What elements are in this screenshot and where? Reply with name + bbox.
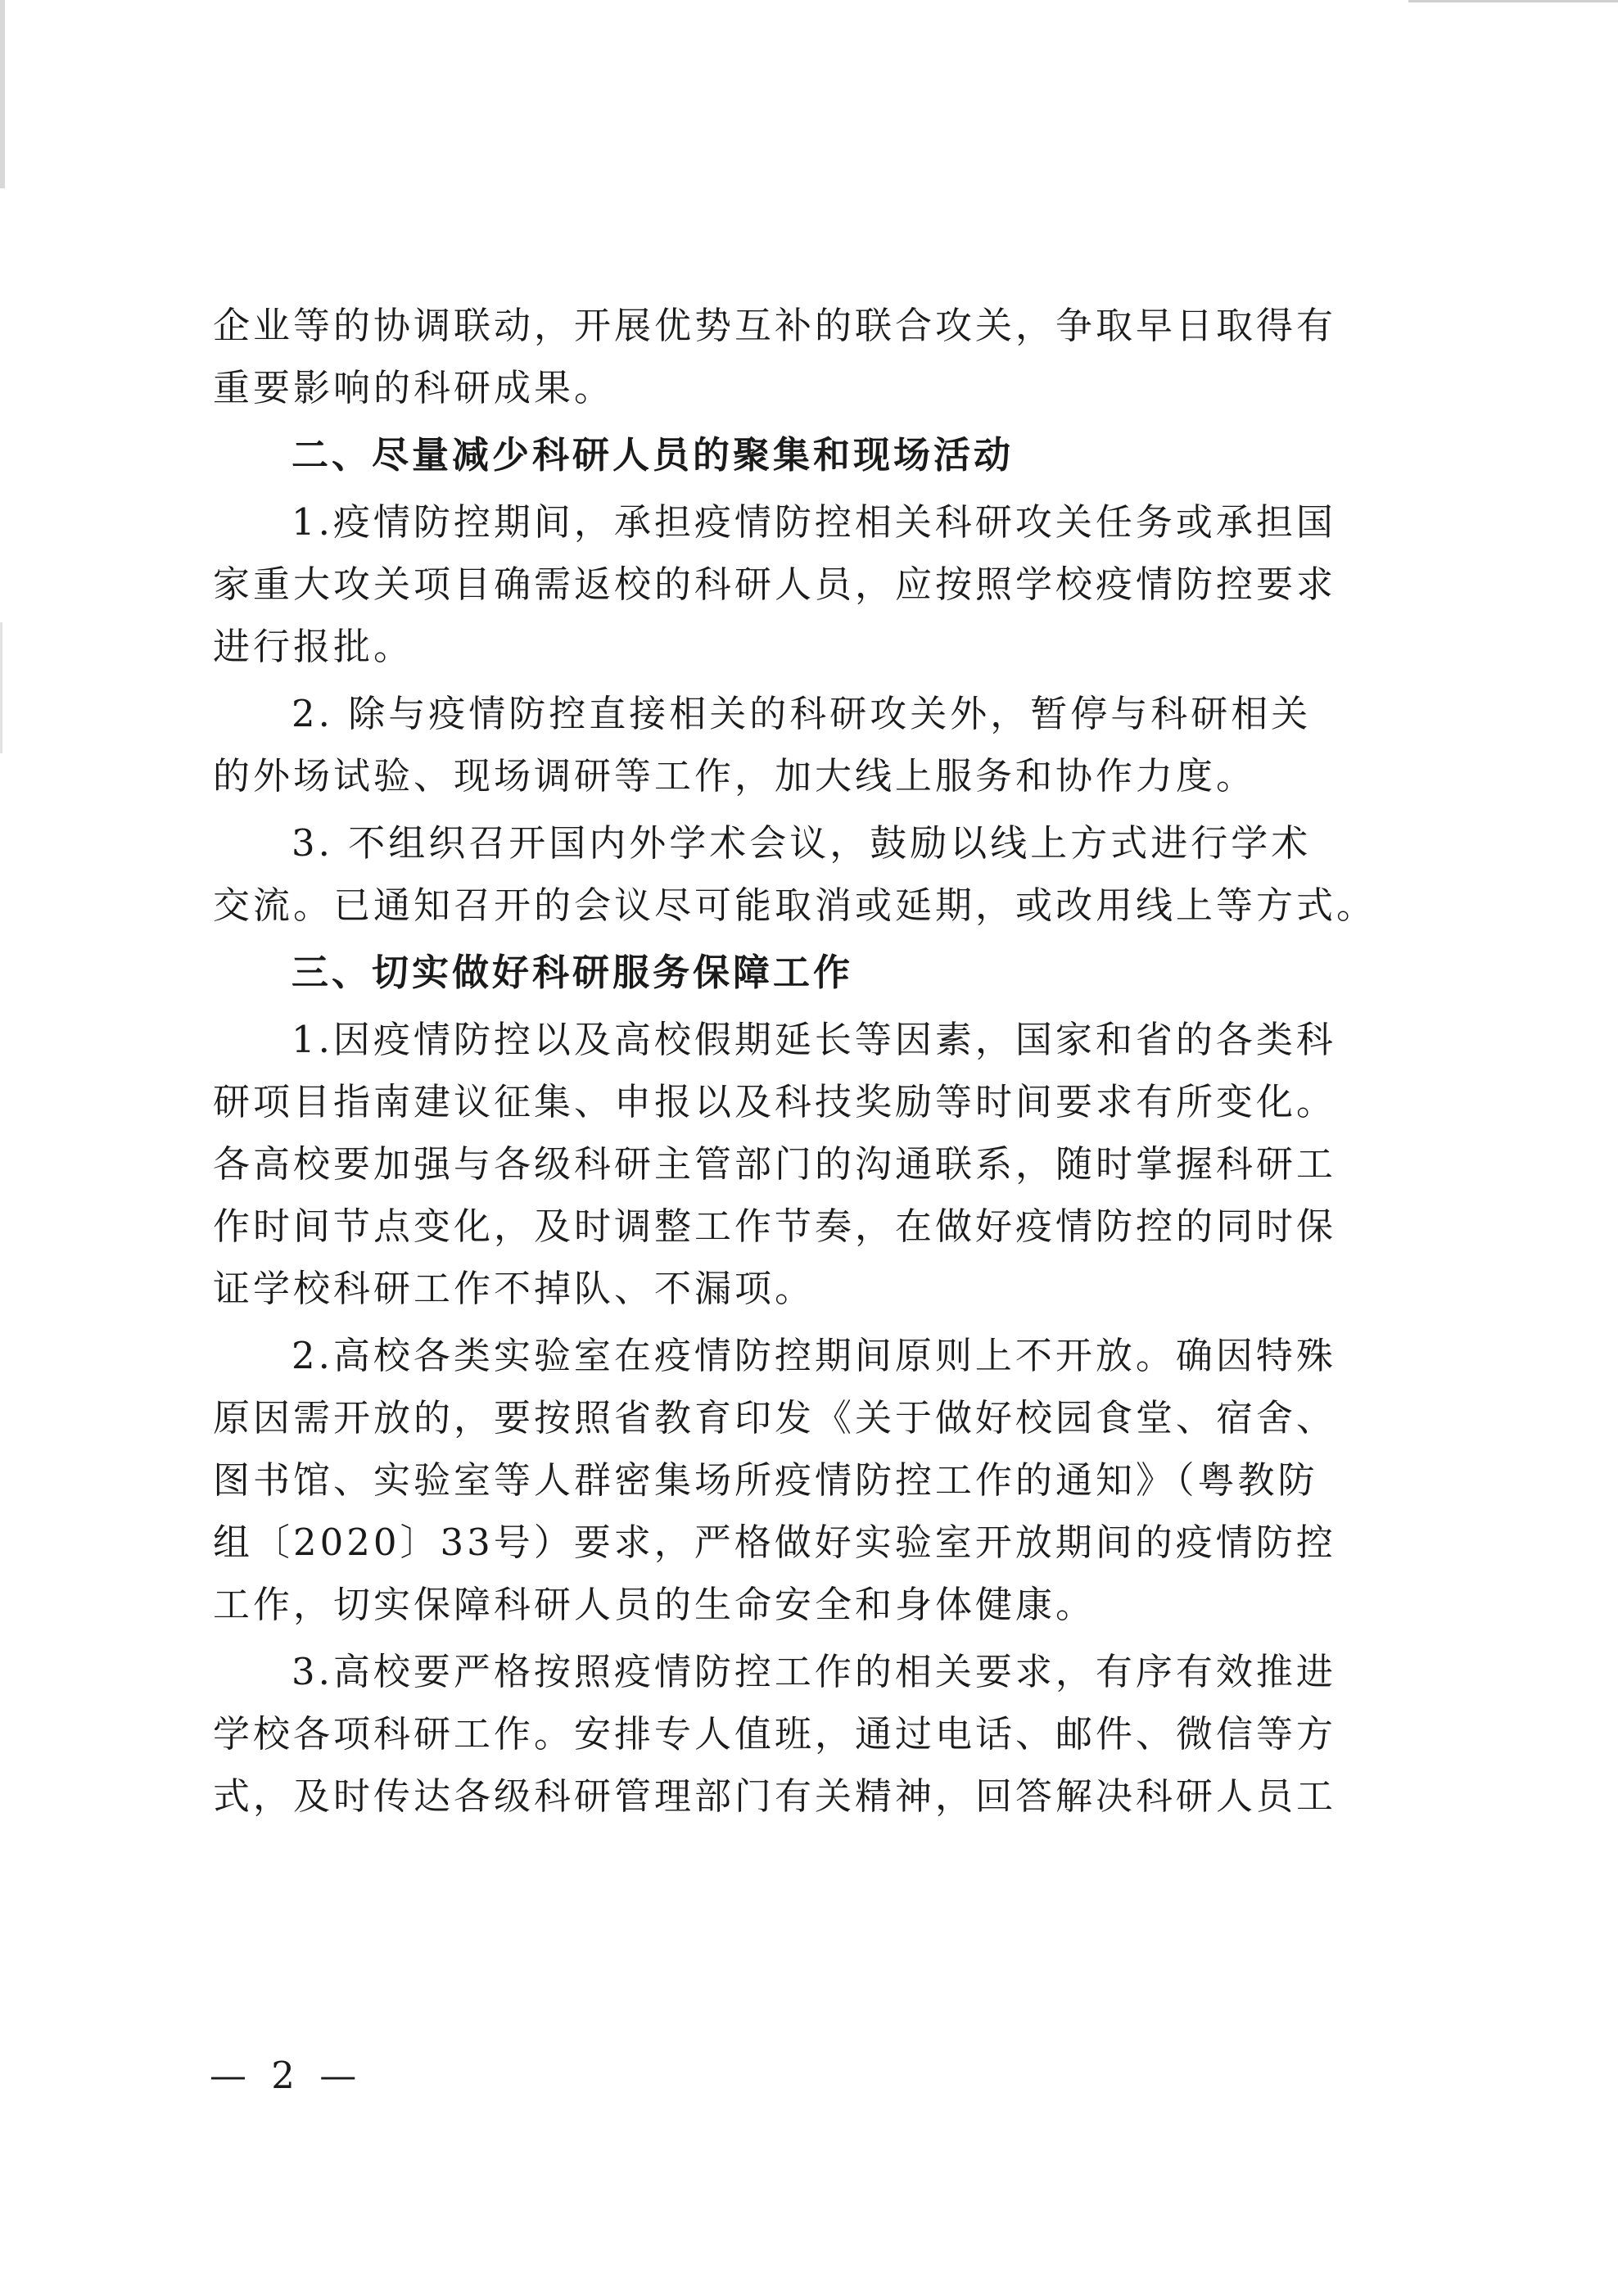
section-heading-3: 三、切实做好科研服务保障工作 [292,951,854,994]
body-line: 进行报批。 [213,625,414,668]
section-heading-2: 二、尽量减少科研人员的聚集和现场活动 [292,433,1015,477]
body-line: 研项目指南建议征集、申报以及科技奖励等时间要求有所变化。 [213,1080,1337,1123]
body-line: 2. 除与疫情防控直接相关的科研攻关外，暂停与科研相关 [292,692,1312,735]
body-line: 3.高校要严格按照疫情防控工作的相关要求，有序有效推进 [292,1650,1336,1693]
body-line: 工作，切实保障科研人员的生命安全和身体健康。 [213,1583,1096,1626]
page-number: — 2 — [210,2054,364,2097]
body-line: 图书馆、实验室等人群密集场所疫情防控工作的通知》（粤教防 [213,1458,1318,1502]
body-line: 组〔2020〕33号）要求，严格做好实验室开放期间的疫情防控 [213,1521,1336,1564]
scan-edge-artifact [1408,0,1618,2]
body-line: 1.疫情防控期间，承担疫情防控相关科研攻关任务或承担国 [292,500,1336,544]
body-line: 作时间节点变化，及时调整工作节奏，在做好疫情防控的同时保 [213,1204,1337,1248]
body-line: 式，及时传达各级科研管理部门有关精神，回答解决科研人员工 [213,1774,1337,1818]
document-body [213,295,1417,1828]
scan-edge-artifact [0,0,5,188]
body-line: 家重大攻关项目确需返校的科研人员，应按照学校疫情防控要求 [213,563,1337,606]
body-line: 学校各项科研工作。安排专人值班，通过电话、邮件、微信等方 [213,1712,1337,1756]
body-line: 的外场试验、现场调研等工作，加大线上服务和协作力度。 [213,754,1257,798]
body-line: 证学校科研工作不掉队、不漏项。 [213,1267,816,1310]
body-line: 1.因疫情防控以及高校假期延长等因素，国家和省的各类科 [292,1018,1336,1061]
body-line: 各高校要加强与各级科研主管部门的沟通联系，随时掌握科研工 [213,1142,1337,1186]
body-line: 交流。已通知召开的会议尽可能取消或延期，或改用线上等方式。 [213,884,1377,927]
body-line: 重要影响的科研成果。 [213,366,615,409]
body-line: 企业等的协调联动，开展优势互补的联合攻关，争取早日取得有 [213,304,1337,347]
body-line: 2.高校各类实验室在疫情防控期间原则上不开放。确因特殊 [292,1334,1336,1377]
body-line: 原因需开放的，要按照省教育印发《关于做好校园食堂、宿舍、 [213,1396,1337,1440]
scan-edge-artifact [0,622,2,753]
body-line: 3. 不组织召开国内外学术会议，鼓励以线上方式进行学术 [292,821,1312,865]
